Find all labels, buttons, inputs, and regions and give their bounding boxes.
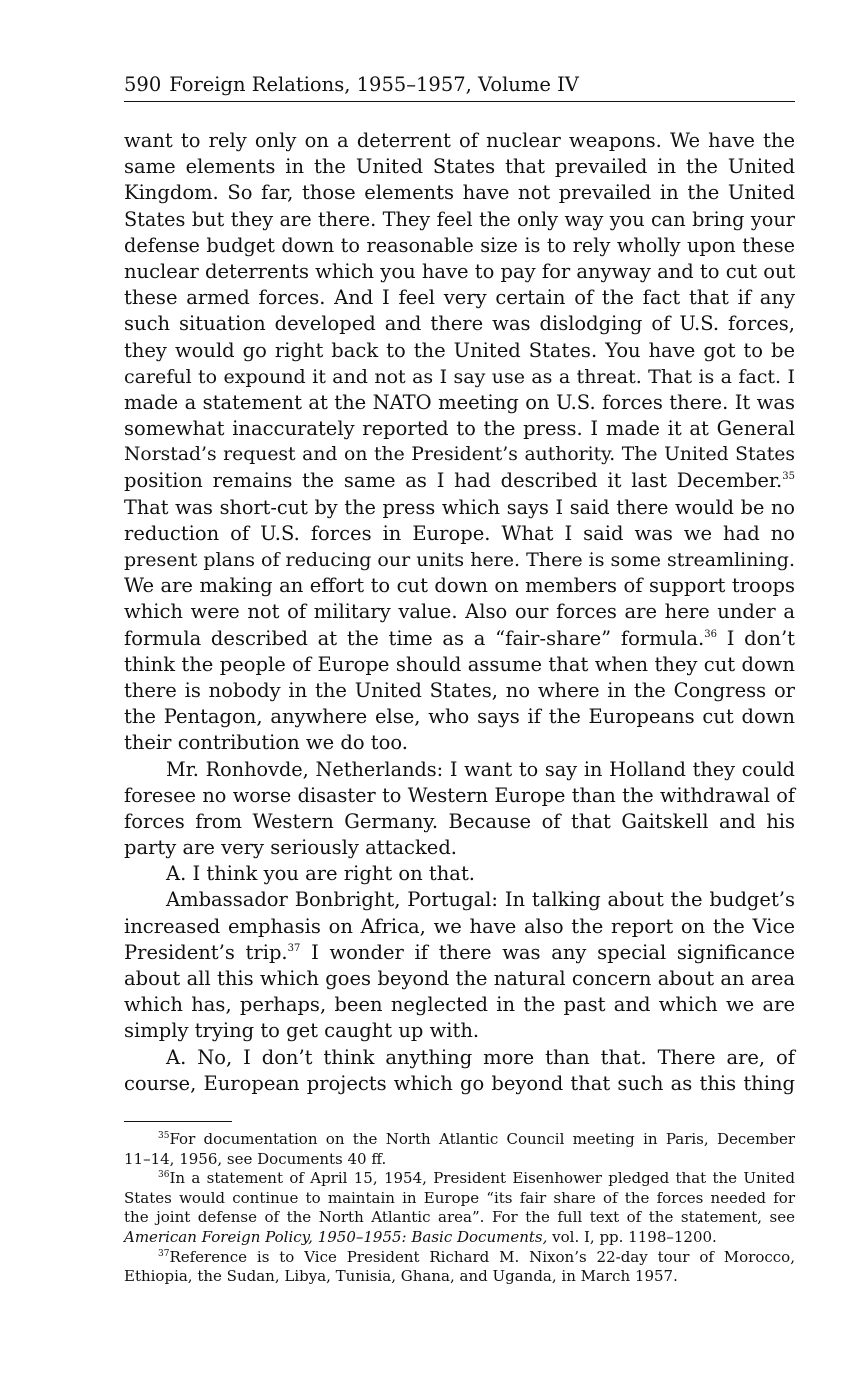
footnote-35	[124, 1130, 795, 1150]
text-line: present plans of reducing our units here. There is some streamlining.	[124, 549, 795, 571]
footnote-mark: 37	[158, 1248, 170, 1259]
text-line: party are very seriously attacked.	[124, 836, 458, 860]
text-line: Norstad’s request and on the President’s authority. The United States	[124, 444, 795, 466]
footnote-divider	[124, 1121, 232, 1122]
body-text	[124, 128, 795, 1097]
text-line: A. No, I don’t think anything more than that. There are, of	[166, 1045, 795, 1069]
text-line: which has, perhaps, been neglected in the past and which we are	[124, 993, 795, 1017]
footnote-text: In a statement of April 15, 1954, President Eisenhower pledged that the United	[169, 1169, 795, 1188]
footnote-mark: 35	[158, 1131, 170, 1141]
footnotes	[124, 1130, 795, 1287]
footnote-ref-37: 37	[287, 942, 301, 954]
footnote-text: For documentation on the North Atlantic Council meeting in Paris, December	[169, 1130, 795, 1148]
text-line: made a statement at the NATO meeting on U.S. forces there. It was	[124, 390, 795, 414]
text-line: defense budget down to reasonable size is to rely wholly upon these	[124, 233, 795, 257]
text-line: think the people of Europe should assume that when they cut down	[124, 652, 795, 676]
text-line	[124, 940, 795, 966]
text-line: want to rely only on a deterrent of nuclear weapons. We have the	[124, 129, 795, 152]
text-line: A. I think you are right on that.	[166, 862, 475, 886]
text-line: reduction of U.S. forces in Europe. What I said was we had no	[124, 521, 795, 545]
footnote-line: Ethiopia, the Sudan, Libya, Tunisia, Ghana, and Uganda, in March 1957.	[124, 1267, 678, 1286]
text-line: We are making an effort to cut down on members of support troops	[124, 574, 795, 598]
footnote-line: the joint defense of the North Atlantic area”. For the full text of the statement, see	[124, 1208, 795, 1227]
line-text: I don’t	[716, 626, 795, 650]
text-line: Mr. Ronhovde, Netherlands: I want to say in Holland they could	[166, 757, 795, 781]
footnote-37	[124, 1248, 795, 1268]
text-line: careful to expound it and not as I say use as a threat. That is a fact. I	[124, 365, 795, 388]
footnote-36	[124, 1169, 795, 1189]
text-line: increased emphasis on Africa, we have also the report on the Vice	[124, 914, 795, 938]
footnote-ref-36: 36	[704, 628, 717, 640]
line-text: formula described at the time as a “fair-share” formula.	[124, 626, 705, 650]
page-number: 590	[124, 73, 162, 96]
text-line	[124, 626, 795, 652]
text-line	[124, 468, 795, 494]
text-line: their contribution we do too.	[124, 731, 408, 755]
text-line: there is nobody in the United States, no where in the Congress or	[124, 678, 795, 702]
text-line: foresee no worse disaster to Western Europe than the withdrawal of	[124, 783, 795, 807]
text-line: same elements in the United States that prevailed in the United	[124, 155, 795, 179]
line-text: President’s trip.	[124, 940, 288, 964]
text-line: they would go right back to the United States. You have got to be	[124, 338, 795, 362]
text-line: which were not of military value. Also our forces are here under a	[124, 600, 795, 624]
footnote-line: 11–14, 1956, see Documents 40 ff.	[124, 1149, 387, 1168]
text-line: simply trying to get caught up with.	[124, 1019, 480, 1043]
text-line: nuclear deterrents which you have to pay for anyway and to cut out	[124, 259, 796, 283]
text-line: the Pentagon, anywhere else, who says if the Europeans cut down	[124, 705, 795, 729]
line-text: position remains the same as I had described it last December.	[124, 469, 783, 493]
text-line: such situation developed and there was dislodging of U.S. forces,	[124, 312, 795, 336]
text-line: forces from Western Germany. Because of that Gaitskell and his	[124, 809, 795, 833]
footnote-text: vol. I, pp. 1198–1200.	[547, 1227, 717, 1246]
text-line: course, European projects which go beyond that such as this thing	[124, 1071, 795, 1095]
text-line: somewhat inaccurately reported to the press. I made it at General	[124, 417, 795, 441]
text-line: That was short-cut by the press which says I said there would be no	[124, 495, 795, 519]
footnote-line: States would continue to maintain in Europe “its fair share of the forces needed for	[124, 1188, 795, 1207]
footnote-mark: 36	[158, 1170, 170, 1181]
footnote-line	[124, 1228, 795, 1248]
text-line: about all this which goes beyond the natural concern about an area	[124, 967, 795, 990]
text-line: States but they are there. They feel the only way you can bring your	[124, 207, 795, 231]
running-title: Foreign Relations, 1955–1957, Volume IV	[169, 73, 579, 96]
line-text: I wonder if there was any special significance	[300, 940, 796, 964]
cited-title: American Foreign Policy, 1950–1955: Basic Documents,	[124, 1227, 548, 1246]
text-line: these armed forces. And I feel very certain of the fact that if any	[124, 286, 795, 310]
footnote-text: Reference is to Vice President Richard M. Nixon’s 22-day tour of Morocco,	[169, 1247, 795, 1266]
text-line: Ambassador Bonbright, Portugal: In talking about the budget’s	[166, 888, 795, 912]
text-line: Kingdom. So far, those elements have not prevailed in the United	[124, 181, 795, 205]
running-header	[124, 72, 795, 102]
footnote-ref-35: 35	[782, 471, 795, 483]
